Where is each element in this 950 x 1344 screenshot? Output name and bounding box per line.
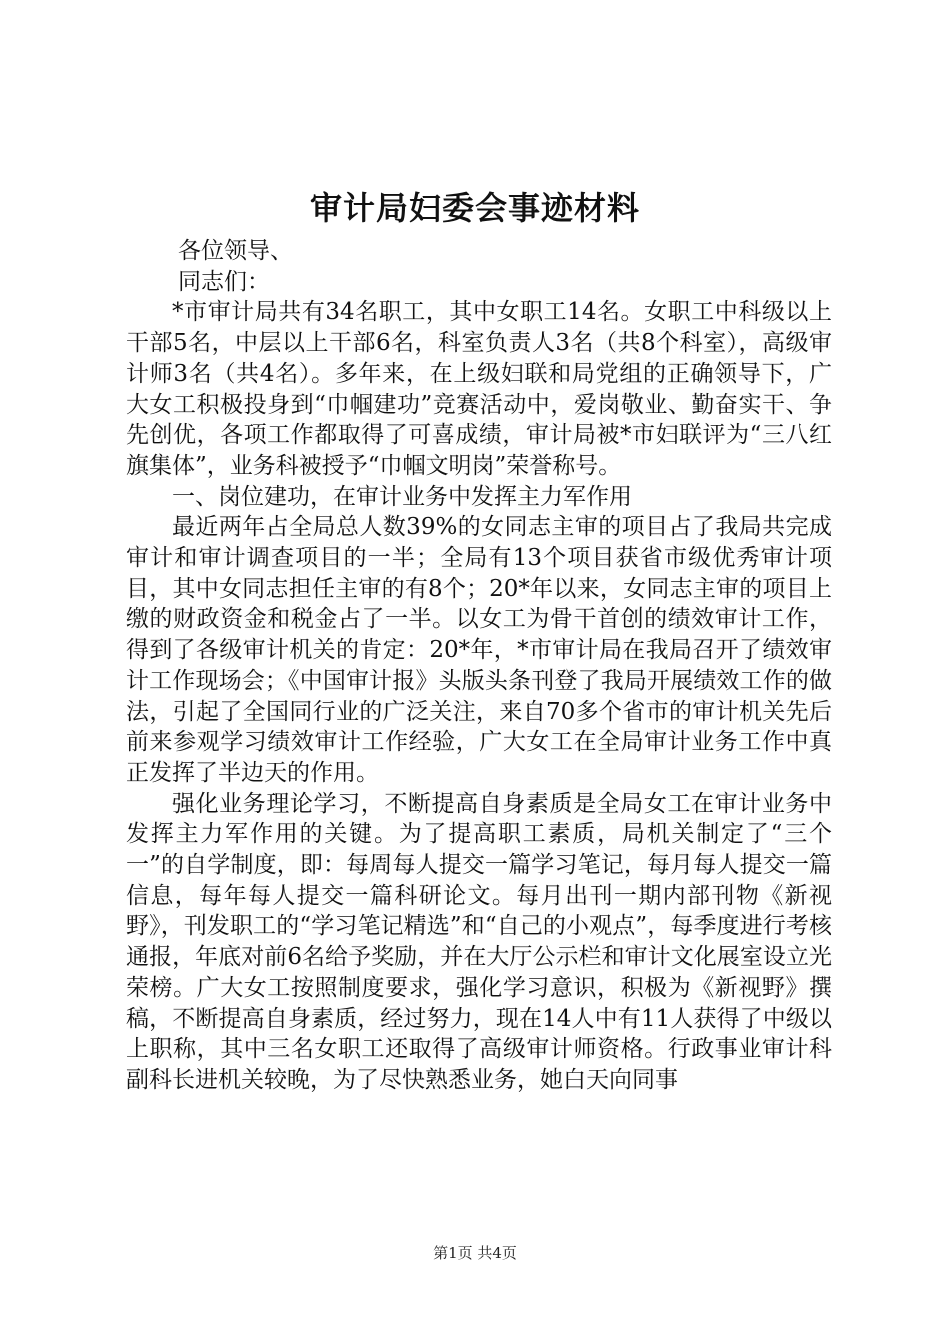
salutation-leaders: 各位领导、 [178,238,293,264]
paragraph-achievements: 最近两年占全局总人数39%的女同志主审的项目占了我局共完成审计和审计调查项目的一半；全局有13个项目获省市级优秀审计项目，其中女同志担任主审的有8个；20*年以来，女同志主审的项目上缴的财政资金和税金占了一半。以女工为骨干首创的绩效审计工作，得到了各级审计机关的肯定：20*年，*市审计局在我局召开了绩效审计工作现场会；《中国审计报》头版头条刊登了我局开展绩效工作的做法，引起了全国同行业的广泛关注，来自70多个省市的审计机关先后前来参观学习绩效审计工作经验，广大女工在全局审计业务工作中真正发挥了半边天的作用。 [126,514,832,786]
page-footer: 第1页 共4页 [433,1244,517,1262]
document-title: 审计局妇委会事迹材料 [309,189,640,227]
section-heading-1: 一、岗位建功，在审计业务中发挥主力军作用 [172,483,632,510]
salutation-comrades: 同志们： [178,268,270,295]
document-body [126,236,832,1096]
paragraph-study: 强化业务理论学习，不断提高自身素质是全局女工在审计业务中发挥主力军作用的关键。为了提高职工素质，局机关制定了“三个一”的自学制度，即：每周每人提交一篇学习笔记，每月每人提交一篇信息，每年每人提交一篇科研论文。每月出刊一期内部刊物《新视野》，刊发职工的“学习笔记精选”和“自己的小观点”，每季度进行考核通报，年底对前6名给予奖励，并在大厅公示栏和审计文化展室设立光荣榜。广大女工按照制度要求，强化学习意识，积极为《新视野》撰稿，不断提高自身素质，经过努力，现在14人中有11人获得了中级以上职称，其中三名女职工还取得了高级审计师资格。行政事业审计科副科长进机关较晚，为了尽快熟悉业务，她白天向同事 [126,790,832,1093]
paragraph-intro: *市审计局共有34名职工，其中女职工14名。女职工中科级以上干部5名，中层以上干部6名，科室负责人3名（共8个科室），高级审计师3名（共4名）。多年来，在上级妇联和局党组的正确领导下，广大女工积极投身到“巾帼建功”竞赛活动中，爱岗敬业、勤奋实干、争先创优，各项工作都取得了可喜成绩，审计局被*市妇联评为“三八红旗集体”，业务科被授予“巾帼文明岗”荣誉称号。 [126,299,832,479]
